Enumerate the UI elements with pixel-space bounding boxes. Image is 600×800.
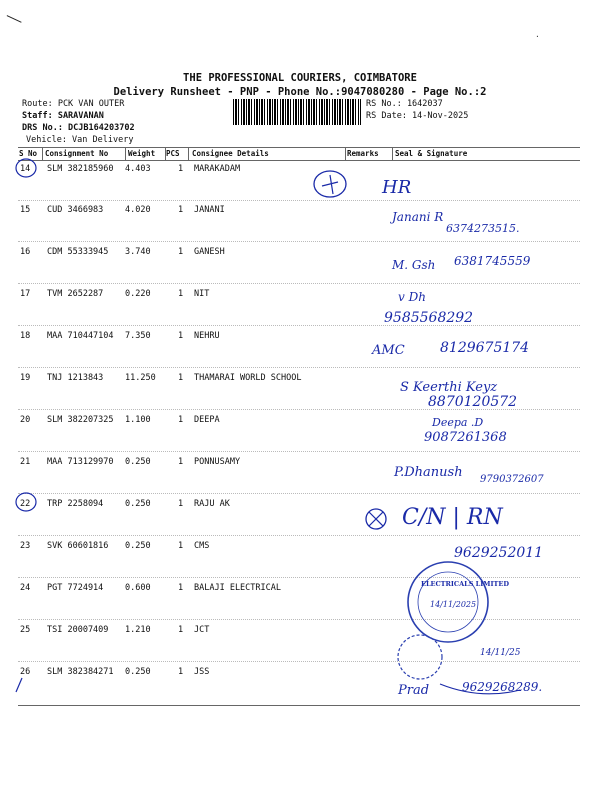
hw-janani-phone: 6374273515. [446,222,520,235]
col-sno: S No [19,149,38,158]
col-divider [42,148,43,160]
table-bottom-rule [18,705,580,706]
row-weight: 0.250 [125,499,151,509]
row-divider [18,535,580,536]
row-consignee: MARAKADAM [194,164,241,174]
row-consignee: JSS [194,667,210,677]
col-divider [392,148,393,160]
row-consignee: JANANI [194,205,225,215]
hw-ponnusamy-sign: P.Dhanush [394,465,463,480]
row-divider [18,283,580,284]
row-weight: 3.740 [125,247,151,257]
runsheet-title: Delivery Runsheet - PNP - Phone No.:9047080280 - Page No.:2 [113,86,487,98]
row-consignment: CUD 3466983 [47,205,104,215]
hw-nit-phone: 9585568292 [384,310,474,326]
row-sno: 26 [20,667,31,677]
row-weight: 0.220 [125,289,151,299]
row-pcs: 1 [178,499,184,509]
hw-raju-note: C/N | RN [402,505,503,530]
company-title: THE PROFESSIONAL COURIERS, COIMBATORE [183,72,417,84]
table-header-rule [18,160,580,161]
row-pcs: 1 [178,289,184,299]
row-weight: 7.350 [125,331,151,341]
col-divider [188,148,189,160]
rs-number: RS No.: 1642037 [366,99,443,109]
vehicle-label: Vehicle: Van Delivery [26,135,134,145]
hw-jss-phone: 9629268289. [462,680,543,694]
hw-thamarai-phone: 8870120572 [428,394,518,410]
hw-deepa-phone: 9087261368 [424,430,507,445]
row-consignee: BALAJI ELECTRICAL [194,583,281,593]
row-pcs: 1 [178,541,184,551]
hw-hr-initials: HR [382,177,412,198]
table-header [18,148,580,160]
row-divider [18,325,580,326]
row-divider [18,451,580,452]
row-consignment: TRP 2258094 [47,499,104,509]
table-row [18,289,580,330]
row-consignee: RAJU AK [194,499,230,509]
hw-cms-phone: 9629252011 [454,545,544,561]
row-weight: 11.250 [125,373,156,383]
row-sno: 18 [20,331,31,341]
row-weight: 0.250 [125,457,151,467]
row-consignee: DEEPA [194,415,220,425]
hw-ganesh-phone: 6381745559 [454,254,531,268]
row-pcs: 1 [178,373,184,383]
row-divider [18,241,580,242]
row-consignee: CMS [194,541,210,551]
row-pcs: 1 [178,625,184,635]
row-pcs: 1 [178,583,184,593]
route-label: Route: PCK VAN OUTER [22,99,125,109]
row-consignment: SLM 382384271 [47,667,114,677]
row-weight: 4.403 [125,164,151,174]
row-sno: 14 [20,164,31,174]
row-sno: 23 [20,541,31,551]
pen-dot: · [535,32,540,41]
hw-nehru-sign: AMC [372,343,405,358]
row-consignment: MAA 710447104 [47,331,114,341]
row-divider [18,619,580,620]
row-consignee: GANESH [194,247,225,257]
row-consignment: TNJ 1213843 [47,373,104,383]
row-sno: 21 [20,457,31,467]
row-pcs: 1 [178,164,184,174]
row-consignee: NEHRU [194,331,220,341]
row-weight: 1.210 [125,625,151,635]
row-consignment: MAA 713129970 [47,457,114,467]
stamp-text: ELECTRICALS LIMITED [421,580,509,588]
col-seal: Seal & Signature [395,149,468,158]
table-row [18,583,580,624]
col-divider [125,148,126,160]
row-divider [18,367,580,368]
row-sno: 17 [20,289,31,299]
row-consignee: JCT [194,625,210,635]
row-consignee: THAMARAI WORLD SCHOOL [194,373,302,383]
row-pcs: 1 [178,331,184,341]
row-consignee: PONNUSAMY [194,457,241,467]
stamp-date: 14/11/2025 [430,600,477,609]
row-sno: 22 [20,499,31,509]
row-sno: 15 [20,205,31,215]
row-consignment: SLM 382207325 [47,415,114,425]
row-pcs: 1 [178,667,184,677]
hw-ponnusamy-phone: 9790372607 [480,474,544,485]
col-divider [165,148,166,160]
row-consignment: SLM 382185960 [47,164,114,174]
hw-deepa-sign: Deepa .D [432,416,484,429]
row-weight: 0.600 [125,583,151,593]
col-consignment: Consignment No [45,149,109,158]
col-remarks: Remarks [347,149,379,158]
table-row [18,164,580,205]
hw-jct-date: 14/11/25 [480,648,521,658]
row-consignment: PGT 7724914 [47,583,104,593]
row-sno: 16 [20,247,31,257]
col-divider [345,148,346,160]
hw-jss-sign: Prad [398,683,430,698]
row-sno: 25 [20,625,31,635]
col-consignee: Consignee Details [192,149,269,158]
col-pcs: PCS [166,149,180,158]
row-consignment: SVK 60601816 [47,541,109,551]
row-weight: 0.250 [125,667,151,677]
row-divider [18,661,580,662]
pen-mark [2,15,21,32]
row-weight: 0.250 [125,541,151,551]
rs-date: RS Date: 14-Nov-2025 [366,111,469,121]
row-weight: 4.020 [125,205,151,215]
row-pcs: 1 [178,247,184,257]
row-sno: 19 [20,373,31,383]
staff-label: Staff: SARAVANAN [22,111,104,121]
hw-thamarai-sign: S Keerthi Keyz [400,380,498,395]
row-divider [18,200,580,201]
row-consignment: CDM 55333945 [47,247,109,257]
row-divider [18,493,580,494]
row-consignment: TVM 2652287 [47,289,104,299]
row-sno: 20 [20,415,31,425]
col-weight: Weight [128,149,156,158]
hw-janani-sign: Janani R [392,210,444,224]
row-divider [18,577,580,578]
row-consignment: TSI 20007409 [47,625,109,635]
hw-ganesh-sign: M. Gsh [392,258,436,272]
row-pcs: 1 [178,457,184,467]
drs-number: DRS No.: DCJB164203702 [22,123,135,133]
hw-nehru-phone: 8129675174 [440,340,530,356]
row-weight: 1.100 [125,415,151,425]
table-row [18,625,580,666]
row-pcs: 1 [178,415,184,425]
hw-nit-sign: v Dh [398,290,426,304]
runsheet-barcode [233,99,361,125]
row-pcs: 1 [178,205,184,215]
row-sno: 24 [20,583,31,593]
row-consignee: NIT [194,289,210,299]
